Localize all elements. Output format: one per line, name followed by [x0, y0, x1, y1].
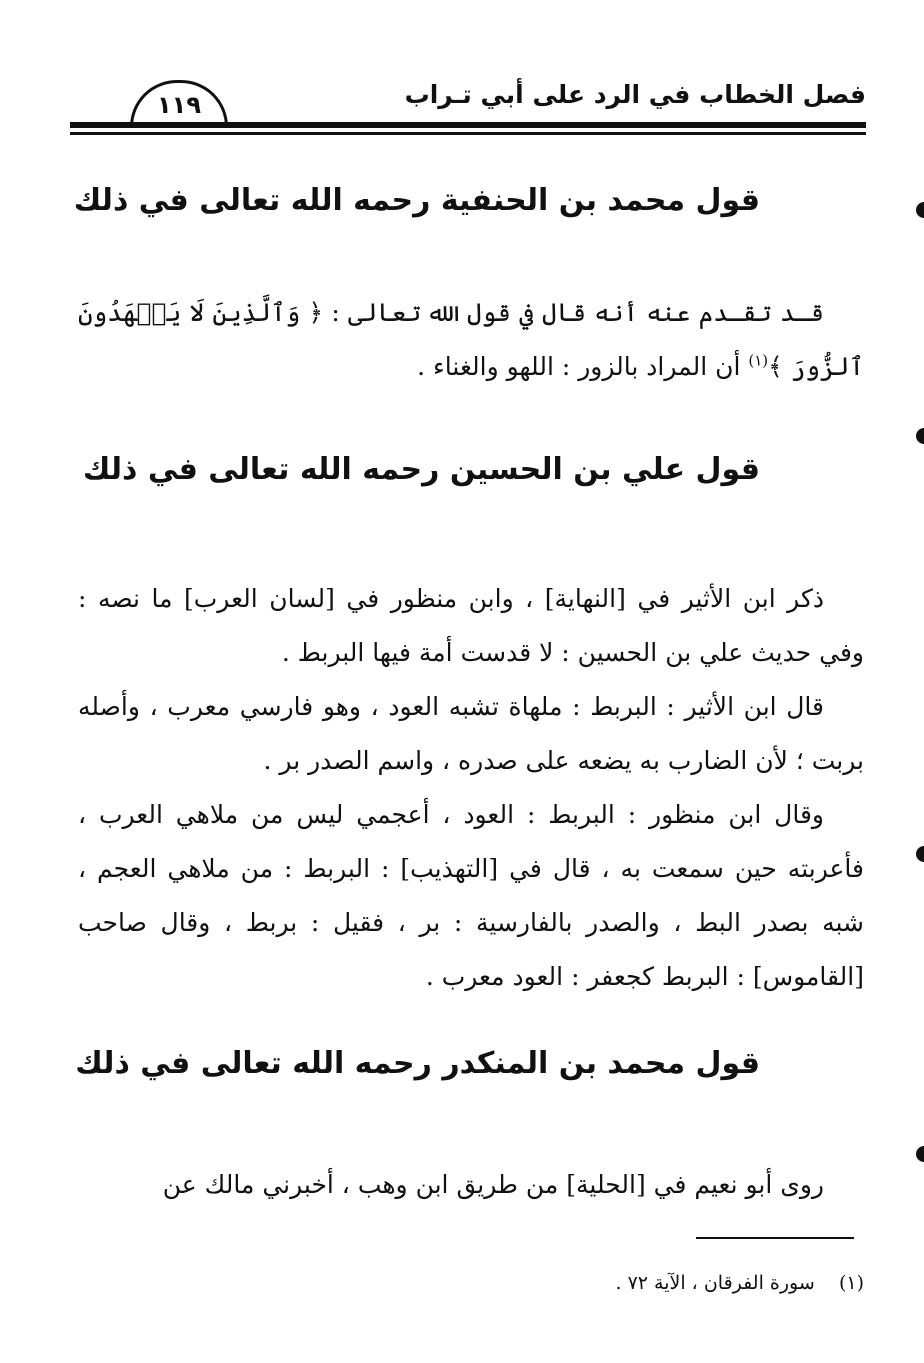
scan-edge-mark: [916, 202, 924, 218]
quote-text: قـد تقـدم عنه أنه قال في قول الله تعالى : ﴿ وَٱلَّذِينَ لَا يَشۡهَدُونَ ٱلزُّورَ ﴾: [78, 298, 864, 381]
footnote-text: سورة الفرقان ، الآية ٧٢ .: [615, 1272, 815, 1294]
footnote-separator: [696, 1237, 854, 1239]
section-heading-ali-ibn-al-husayn: قول علي بن الحسين رحمه الله تعالى في ذلك: [82, 452, 760, 487]
scan-edge-mark: [916, 846, 924, 862]
paragraph-ibn-athir-definition: قال ابن الأثير : البربط : ملهاة تشبه العود ، وهو فارسي معرب ، وأصله بربت ؛ لأن الضارب به يضعه على صدره ، واسم الصدر بر .: [78, 692, 864, 775]
quote-explanation: أن المراد بالزور : اللهو والغناء .: [417, 352, 749, 381]
section-heading-ibn-al-munkadir: قول محمد بن المنكدر رحمه الله تعالى في ذلك: [75, 1046, 760, 1081]
footnote-ref[interactable]: (١): [748, 351, 769, 370]
paragraph-quran-quote: [78, 286, 864, 394]
footnote-marker: (١): [838, 1272, 864, 1294]
scan-edge-mark: [916, 1146, 924, 1162]
page-number: ١١٩: [130, 80, 228, 127]
footnote: [300, 1272, 864, 1294]
header-rule: [70, 122, 866, 128]
paragraph-abu-nuaym: روى أبو نعيم في [الحلية] من طريق ابن وهب ، أخبرني مالك عن: [162, 1170, 824, 1199]
paragraph-ibn-manzur-definition: وقال ابن منظور : البربط : العود ، أعجمي ليس من ملاهي العرب ، فأعربته حين سمعت به ، قال في [التهذيب] : البربط : من ملاهي العجم ، شبه بصدر البط ، والصدر بالفارسية : بر ، فقيل : بربط ، وقال صاحب [القاموس] : البربط كجعفر : العود معرب .: [78, 800, 864, 991]
section-heading-ibn-al-hanafiyya: قول محمد بن الحنفية رحمه الله تعالى في ذلك: [73, 183, 760, 218]
scan-edge-mark: [916, 428, 924, 444]
header-rule-thin: [70, 132, 866, 135]
paragraph-ibn-athir-mention: ذكر ابن الأثير في [النهاية] ، وابن منظور في [لسان العرب] ما نصه : وفي حديث علي بن الحسين : لا قدست أمة فيها البربط .: [78, 584, 864, 667]
running-title: فصل الخطاب في الرد على أبي تـراب: [404, 80, 866, 109]
